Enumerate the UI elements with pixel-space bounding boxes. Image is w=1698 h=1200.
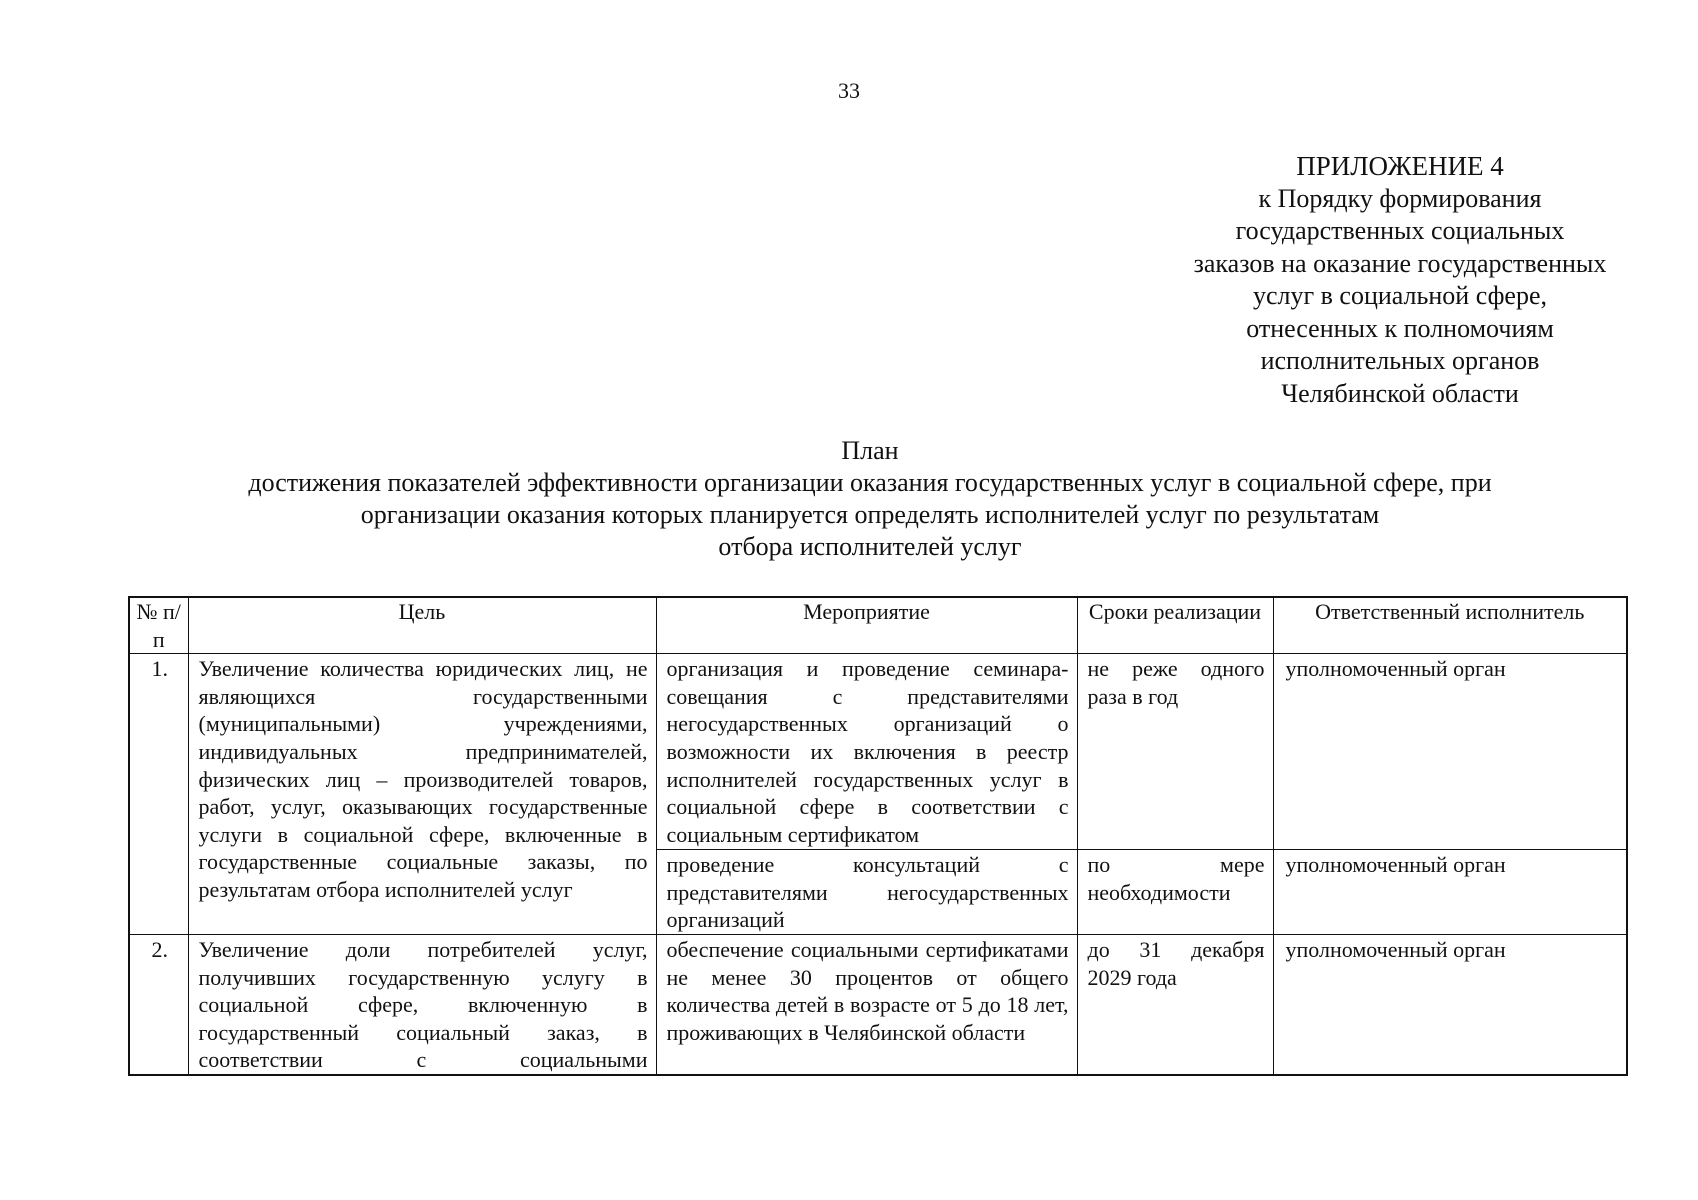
header-deadline: Сроки реализации — [1077, 597, 1273, 654]
appendix-line: Челябинской области — [1281, 378, 1519, 408]
responsible-cell: уполномоченный орган — [1273, 654, 1627, 850]
table-header-row — [129, 597, 1627, 654]
appendix-line: отнесенных к полномочиям — [1246, 313, 1554, 343]
appendix-line: услуг в социальной сфере, — [1252, 281, 1548, 310]
plan-table — [128, 596, 1628, 1076]
deadline-cell: до 31 декабря 2029 года — [1077, 934, 1273, 1074]
table-row — [129, 934, 1627, 1074]
deadline-cell: по мере необходимости — [1077, 850, 1273, 935]
plan-title: План — [841, 436, 899, 465]
measure-cell: проведение консультаций с представителями негосударственных организаций — [656, 850, 1077, 935]
responsible-cell: уполномоченный орган — [1273, 934, 1627, 1074]
plan-subtitle-line: отбора исполнителей услуг — [718, 532, 1022, 561]
deadline-cell: не реже одного раза в год — [1077, 654, 1273, 850]
appendix-title: ПРИЛОЖЕНИЕ 4 — [1296, 151, 1504, 181]
appendix-block — [1150, 150, 1650, 410]
measure-cell: организация и проведение семинара-совещания с представителями негосударственных организаций о возможности их включения в реестр исполнителей государственных услуг в социальной сфере в соответствии с социальным сертификатом — [656, 654, 1077, 850]
header-responsible: Ответственный исполнитель — [1273, 597, 1627, 654]
row-number: 1. — [129, 654, 188, 935]
plan-heading — [170, 435, 1570, 563]
header-num: № п/п — [129, 597, 188, 654]
goal-cell: Увеличение количества юридических лиц, не являющихся государственными (муниципальными) учреждениями, индивидуальных предпринимателей, физических лиц – производителей товаров, работ, услуг, оказывающих государственные услуги в социальной сфере, включенные в государственные социальные заказы, по результатам отбора исполнителей услуг — [188, 654, 656, 935]
appendix-line: заказов на оказание государственных — [1193, 248, 1607, 278]
measure-cell: обеспечение социальными сертификатами не менее 30 процентов от общего количества детей в возрасте от 5 до 18 лет, проживающих в Челябинской области — [656, 934, 1077, 1074]
plan-subtitle-line: организации оказания которых планируется определять исполнителей услуг по результатам — [360, 500, 1380, 529]
table-row — [129, 654, 1627, 850]
appendix-line: исполнительных органов — [1260, 346, 1540, 375]
header-goal: Цель — [188, 597, 656, 654]
appendix-line: к Порядку формирования — [1258, 183, 1542, 213]
goal-cell: Увеличение доли потребителей услуг, получивших государственную услугу в социальной сфере, включенную в государственный социальный заказ, в соответствии с социальными — [188, 934, 656, 1074]
responsible-cell: уполномоченный орган — [1273, 850, 1627, 935]
appendix-line: государственных социальных — [1235, 216, 1565, 245]
row-number: 2. — [129, 934, 188, 1074]
header-measure: Мероприятие — [656, 597, 1077, 654]
plan-subtitle-line: достижения показателей эффективности организации оказания государственных услуг в социальной сфере, при — [248, 468, 1492, 497]
page-number: 33 — [838, 78, 860, 103]
